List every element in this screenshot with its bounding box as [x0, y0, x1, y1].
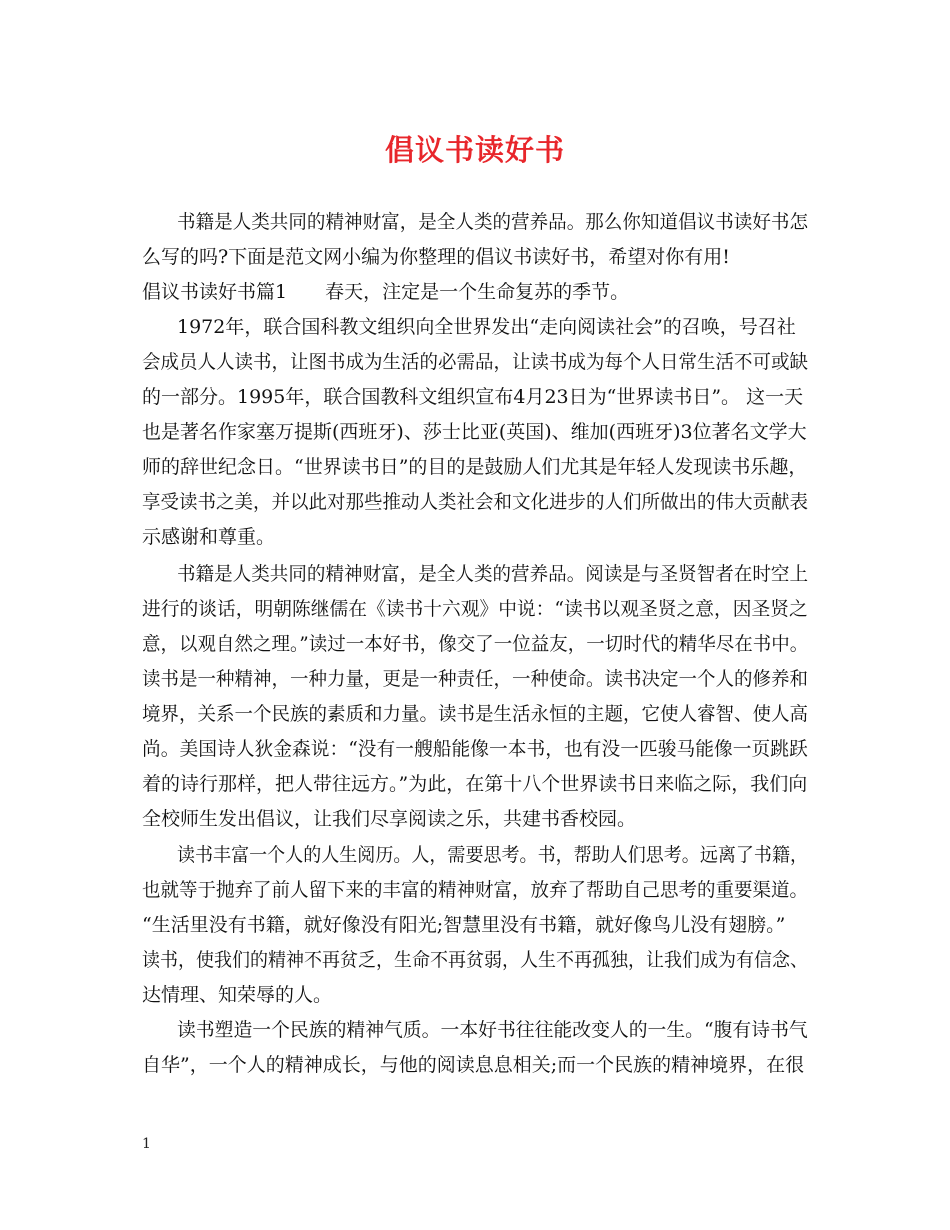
paragraph-line: 会成员人人读书，让图书成为生活的必需品，让读书成为每个人日常生活不可或缺: [142, 351, 809, 373]
paragraph-line: 的一部分。1995年，联合国教科文组织宣布4月23日为“世界读书日”。 这一天: [142, 386, 804, 408]
paragraph-line: 示感谢和尊重。: [142, 526, 276, 548]
paragraph-line: 倡议书读好书篇1 春天，注定是一个生命复苏的季节。: [142, 281, 630, 303]
page-number: 1: [142, 1136, 151, 1152]
paragraph-line: 么写的吗?下面是范文网小编为你整理的倡议书读好书，希望对你有用!: [142, 246, 730, 268]
paragraph-line: 读书，使我们的精神不再贫乏，生命不再贫弱，人生不再孤独，让我们成为有信念、: [142, 949, 809, 971]
page-title: 倡议书读好书: [384, 133, 565, 167]
paragraph-line: 1972年，联合国科教文组织向全世界发出“走向阅读社会”的召唤，号召社: [177, 316, 796, 338]
paragraph-line: 读书塑造一个民族的精神气质。一本好书往往能改变人的一生。“腹有诗书气: [177, 1019, 808, 1041]
paragraph-line: 境界，关系一个民族的素质和力量。读书是生活永恒的主题，它使人睿智、使人高: [142, 703, 809, 725]
paragraph-line: 也就等于抛弃了前人留下来的丰富的精神财富，放弃了帮助自己思考的重要渠道。: [142, 879, 809, 901]
paragraph-line: 达情理、知荣辱的人。: [142, 984, 333, 1006]
paragraph-line: 书籍是人类共同的精神财富，是全人类的营养品。那么你知道倡议书读好书怎: [177, 211, 809, 233]
paragraph-line: 享受读书之美，并以此对那些推动人类社会和文化进步的人们所做出的伟大贡献表: [142, 491, 809, 513]
paragraph-line: 进行的谈话，明朝陈继儒在《读书十六观》中说：“读书以观圣贤之意，因圣贤之: [142, 598, 808, 620]
paragraph-line: 书籍是人类共同的精神财富，是全人类的营养品。阅读是与圣贤智者在时空上: [177, 563, 809, 585]
paragraph-line: 全校师生发出倡议，让我们尽享阅读之乐，共建书香校园。: [142, 808, 637, 830]
paragraph-line: 自华”，一个人的精神成长，与他的阅读息息相关;而一个民族的精神境界，在很: [142, 1054, 805, 1076]
paragraph-line: 也是著名作家塞万提斯(西班牙)、莎士比亚(英国)、维加(西班牙)3位著名文学大: [142, 421, 807, 443]
paragraph-line: “生活里没有书籍，就好像没有阳光;智慧里没有书籍，就好像鸟儿没有翅膀。”: [142, 914, 786, 936]
paragraph-line: 着的诗行那样，把人带往远方。”为此，在第十八个世界读书日来临之际，我们向: [142, 773, 808, 795]
paragraph-line: 尚。美国诗人狄金森说：“没有一艘船能像一本书，也有没一匹骏马能像一页跳跃: [142, 738, 808, 760]
paragraph-line: 读书丰富一个人的人生阅历。人，需要思考。书，帮助人们思考。远离了书籍，: [177, 844, 809, 866]
paragraph-line: 读书是一种精神，一种力量，更是一种责任，一种使命。读书决定一个人的修养和: [142, 668, 809, 690]
paragraph-line: 意，以观自然之理。”读过一本好书，像交了一位益友，一切时代的精华尽在书中。: [142, 633, 809, 655]
paragraph-line: 师的辞世纪念日。“世界读书日”的目的是鼓励人们尤其是年轻人发现读书乐趣，: [142, 456, 808, 478]
